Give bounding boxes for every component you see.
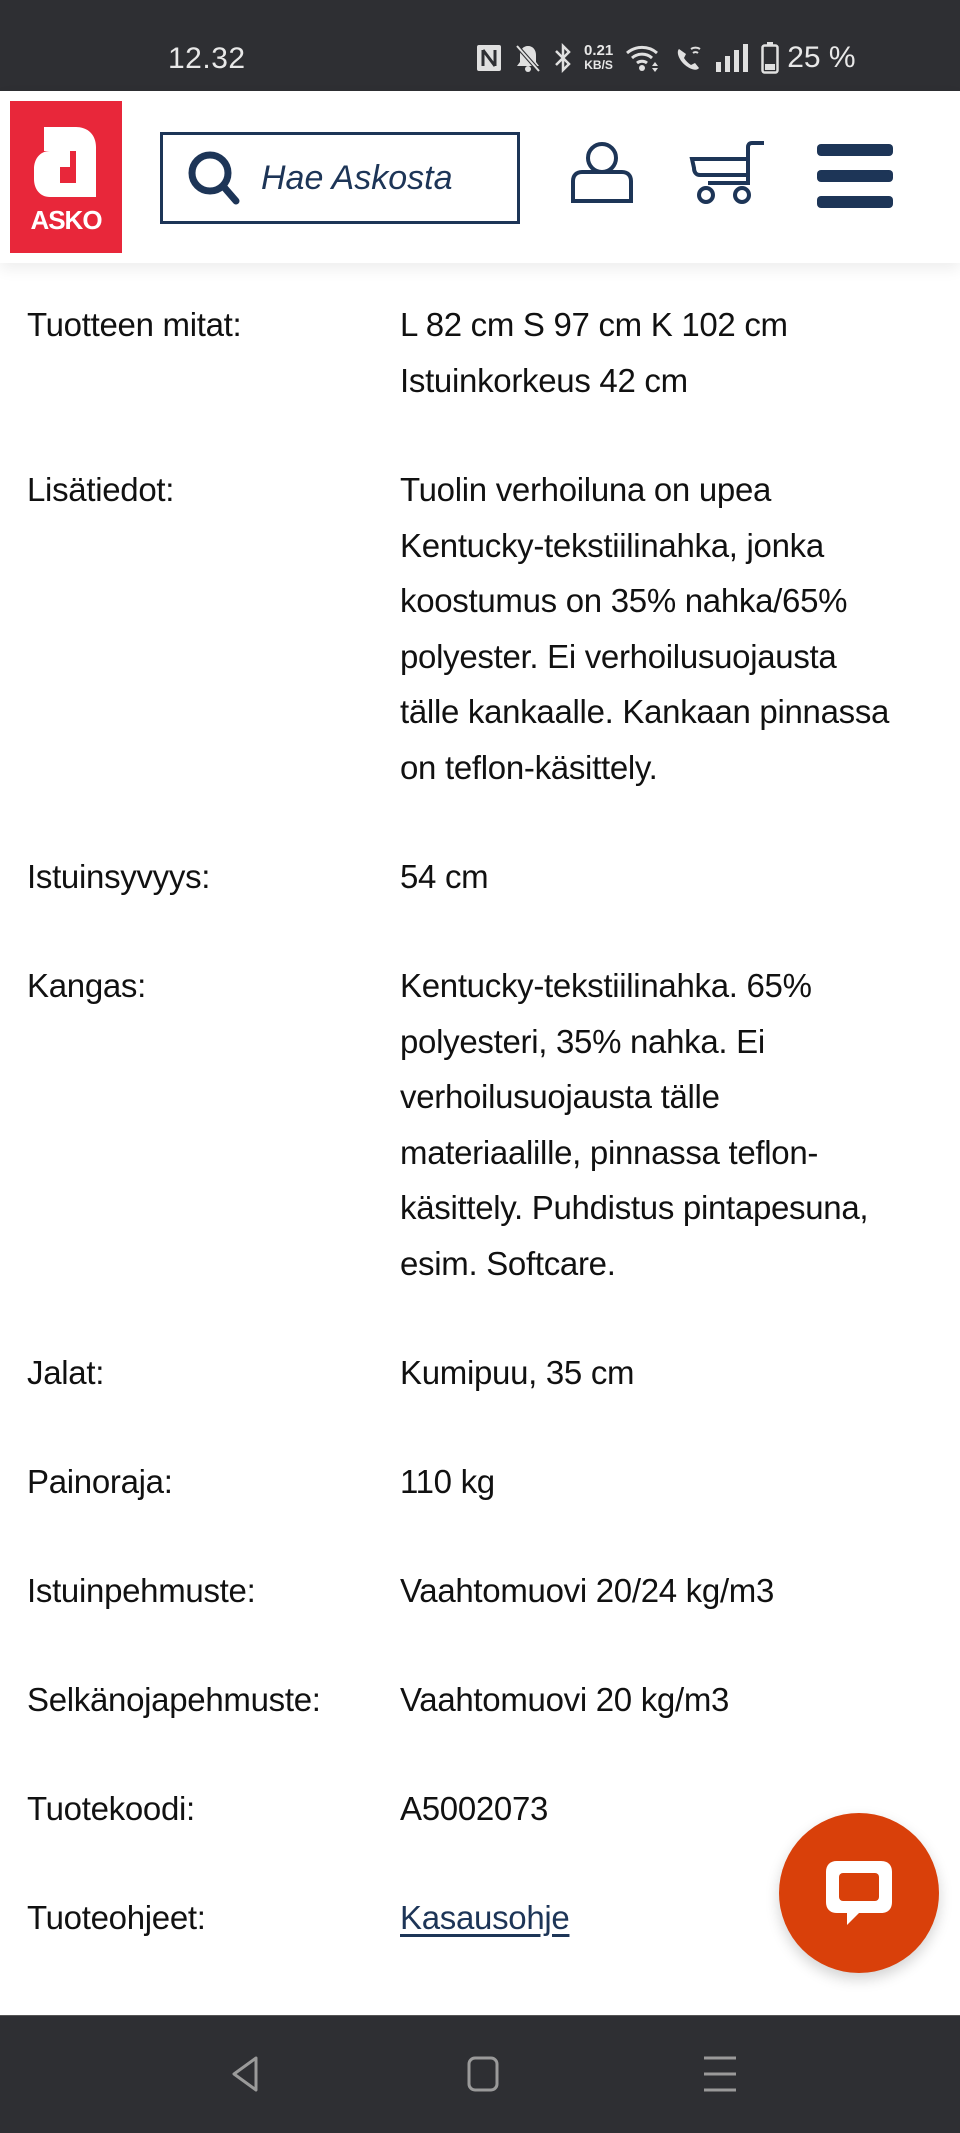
- battery-icon: [761, 42, 779, 74]
- home-button[interactable]: [453, 2046, 513, 2102]
- spec-label: Kangas:: [27, 967, 146, 1004]
- spec-label: Selkänojapehmuste:: [27, 1681, 321, 1718]
- spec-value: Kumipuu, 35 cm: [400, 1354, 635, 1391]
- asko-a-mark-icon: [30, 123, 102, 201]
- system-nav-bar: [0, 2015, 960, 2133]
- logo-text: ASKO: [30, 205, 102, 235]
- spec-label: Tuotekoodi:: [27, 1790, 195, 1827]
- spec-value: Vaahtomuovi 20 kg/m3: [400, 1681, 730, 1718]
- wifi-icon: [625, 43, 661, 73]
- menu-icon: [817, 144, 893, 208]
- spec-value: A5002073: [400, 1790, 549, 1827]
- bell-muted-icon: [514, 43, 542, 73]
- asko-logo[interactable]: [10, 101, 122, 253]
- status-time: 12.32: [168, 42, 246, 75]
- spec-label: Painoraja:: [27, 1463, 173, 1500]
- cart-icon: [688, 140, 768, 206]
- menu-button[interactable]: [815, 141, 895, 211]
- spec-label: Istuinsyvyys:: [27, 858, 211, 895]
- bluetooth-icon: [554, 43, 572, 73]
- assembly-instructions-link[interactable]: Kasausohje: [400, 1899, 570, 1936]
- account-button[interactable]: [565, 133, 639, 213]
- chat-button[interactable]: [779, 1813, 939, 1973]
- signal-icon: [715, 44, 749, 72]
- cart-button[interactable]: [686, 133, 770, 213]
- network-speed: 0.21 KB/S: [584, 42, 614, 72]
- status-icons: [476, 40, 856, 76]
- spec-label: Tuoteohjeet:: [27, 1899, 206, 1936]
- account-icon: [567, 141, 637, 205]
- spec-value: Kentucky-tekstiilinahka. 65% polyesteri, 35% nahka. Ei verhoilusuojausta tälle materiaalille, pinnassa teflon- käsittely. Puhdistus pintapesuna, esim. Softcare.: [400, 967, 869, 1282]
- spec-label: Istuinpehmuste:: [27, 1572, 256, 1609]
- spec-value: 110 kg: [400, 1463, 495, 1500]
- spec-value: 54 cm: [400, 858, 489, 895]
- back-icon: [228, 2054, 262, 2094]
- battery-percent: 25 %: [787, 41, 856, 74]
- spec-label: Jalat:: [27, 1354, 105, 1391]
- wifi-calling-icon: [673, 43, 703, 73]
- spec-value: L 82 cm S 97 cm K 102 cm Istuinkorkeus 42 cm: [400, 306, 788, 399]
- site-header: [0, 91, 960, 263]
- chat-bubble-icon: [819, 1853, 899, 1933]
- search-input[interactable]: [261, 159, 491, 198]
- spec-value: Vaahtomuovi 20/24 kg/m3: [400, 1572, 775, 1609]
- recents-button[interactable]: [690, 2046, 750, 2102]
- spec-label: Tuotteen mitat:: [27, 306, 242, 343]
- recents-icon: [702, 2055, 738, 2093]
- back-button[interactable]: [215, 2046, 275, 2102]
- status-bar: [0, 0, 960, 91]
- nfc-icon: [476, 44, 502, 72]
- spec-value: Tuolin verhoiluna on upea Kentucky-tekstiilinahka, jonka koostumus on 35% nahka/65% polyester. Ei verhoilusuojausta tälle kankaalle. Kankaan pinnassa on teflon-käsittely.: [400, 471, 890, 786]
- search-box[interactable]: [160, 132, 520, 224]
- home-icon: [466, 2055, 500, 2093]
- search-icon[interactable]: [185, 148, 245, 208]
- spec-label: Lisätiedot:: [27, 471, 175, 508]
